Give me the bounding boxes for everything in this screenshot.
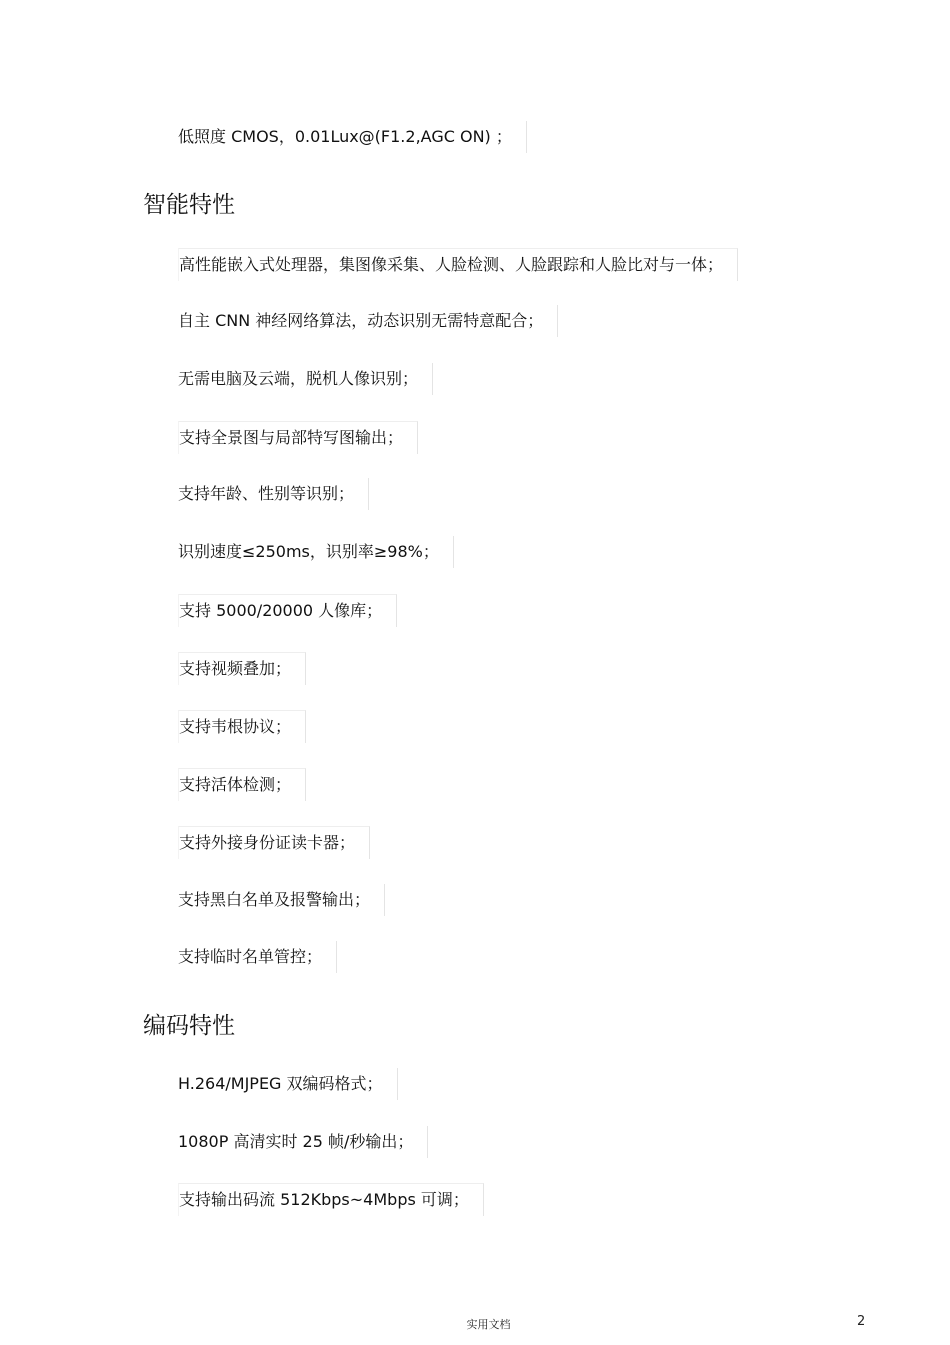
smart-feature-item: 支持年龄、性别等识别； xyxy=(178,478,369,510)
encoding-feature-item: 支持输出码流 512Kbps~4Mbps 可调； xyxy=(178,1183,484,1216)
smart-feature-item: 支持全景图与局部特写图输出； xyxy=(178,421,418,454)
encoding-feature-item: 1080P 高清实时 25 帧/秒输出； xyxy=(178,1126,428,1158)
smart-feature-item: 支持 5000/20000 人像库； xyxy=(178,594,397,627)
page-number: 2 xyxy=(857,1314,866,1329)
smart-feature-item: 自主 CNN 神经网络算法，动态识别无需特意配合； xyxy=(178,305,558,337)
smart-feature-item: 支持临时名单管控； xyxy=(178,941,337,973)
smart-feature-item: 识别速度≤250ms，识别率≥98%； xyxy=(178,536,454,568)
section-heading-smart-features: 智能特性 xyxy=(143,192,235,218)
section-heading-encoding-features: 编码特性 xyxy=(143,1013,235,1039)
smart-feature-item: 无需电脑及云端，脱机人像识别； xyxy=(178,363,433,395)
footer-label: 实用文档 xyxy=(466,1318,511,1331)
smart-feature-item: 高性能嵌入式处理器，集图像采集、人脸检测、人脸跟踪和人脸比对与一体； xyxy=(178,248,738,281)
smart-feature-item: 支持韦根协议； xyxy=(178,710,306,743)
smart-feature-item: 支持黑白名单及报警输出； xyxy=(178,884,385,916)
spec-line-low-light: 低照度 CMOS，0.01Lux@(F1.2,AGC ON) ； xyxy=(178,121,527,153)
smart-feature-item: 支持视频叠加； xyxy=(178,652,306,685)
smart-feature-item: 支持活体检测； xyxy=(178,768,306,801)
smart-feature-item: 支持外接身份证读卡器； xyxy=(178,826,370,859)
encoding-feature-item: H.264/MJPEG 双编码格式； xyxy=(178,1068,398,1100)
